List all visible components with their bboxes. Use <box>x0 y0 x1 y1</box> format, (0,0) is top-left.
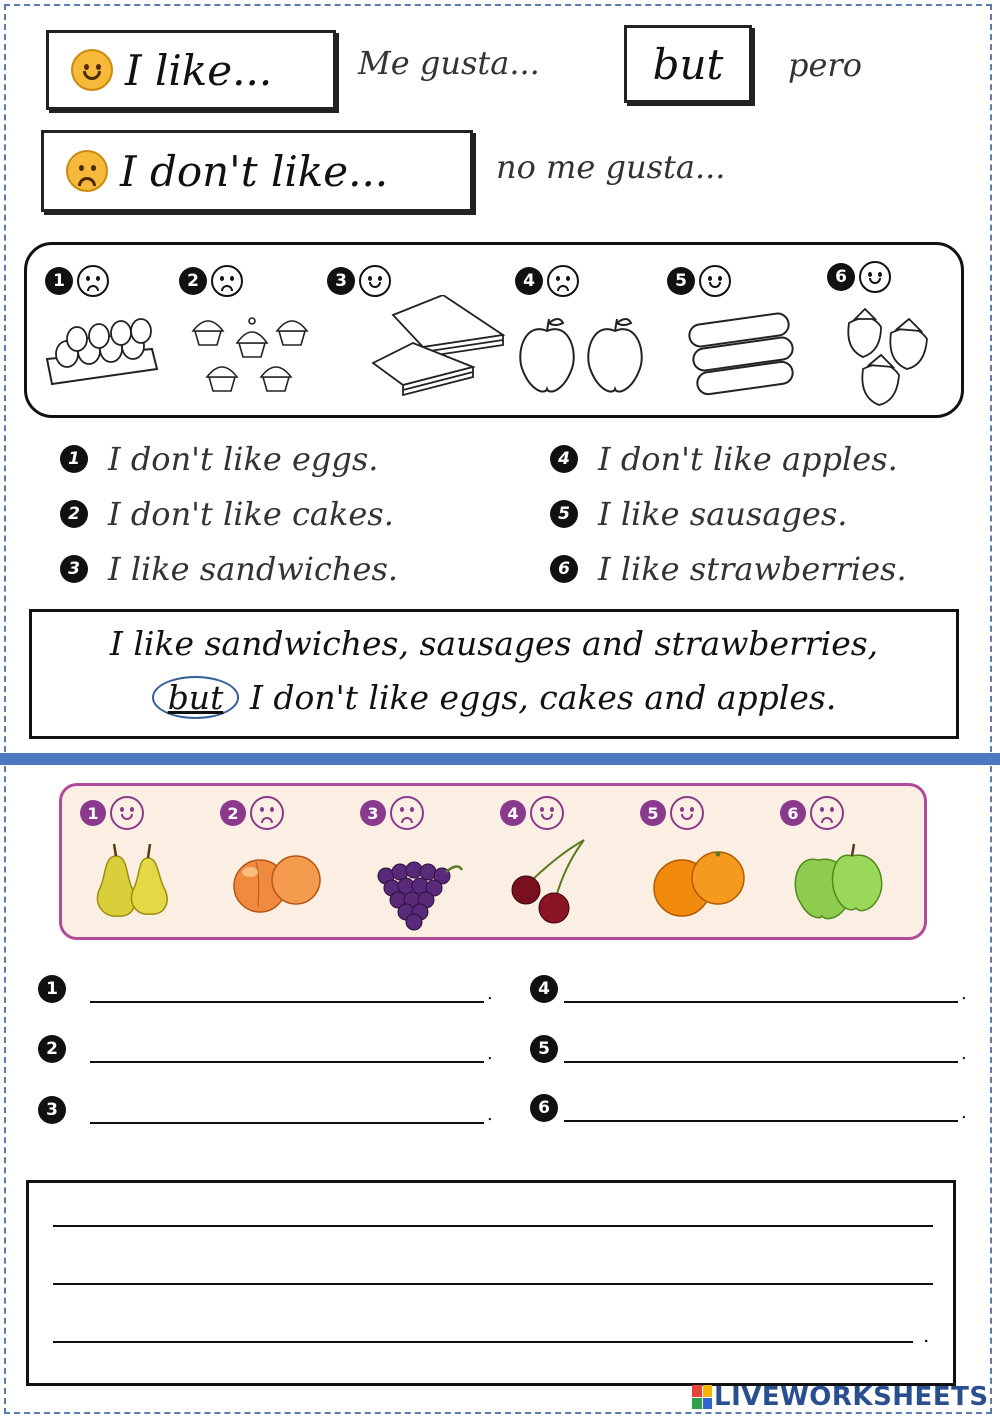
sad-face-icon <box>211 265 243 297</box>
number-badge: 1 <box>45 267 73 295</box>
happy-face-icon <box>859 261 891 293</box>
number-badge: 5 <box>550 500 578 528</box>
number-badge: 6 <box>550 555 578 583</box>
logo-blocks-icon <box>692 1385 712 1409</box>
dislike-translation: no me gusta... <box>496 148 726 186</box>
number-badge: 5 <box>640 800 666 826</box>
answer-period: . <box>961 983 967 1004</box>
exercise-item-2 <box>220 796 350 931</box>
number-badge: 5 <box>667 267 695 295</box>
like-translation: Me gusta... <box>358 44 540 82</box>
like-box <box>46 30 336 110</box>
number-badge: 2 <box>179 267 207 295</box>
example-item-4 <box>515 265 655 405</box>
number-badge: 3 <box>60 555 88 583</box>
answer-period: . <box>487 1043 493 1064</box>
answer-period: . <box>487 983 493 1004</box>
sad-face-icon <box>77 265 109 297</box>
exercise-item-3 <box>360 796 490 931</box>
number-badge: 4 <box>530 975 558 1003</box>
watermark-text: LIVEWORKSHEETS <box>714 1382 989 1412</box>
but-translation: pero <box>788 46 862 84</box>
example-item-2 <box>179 265 319 405</box>
sentence-text: I like sausages. <box>598 495 848 533</box>
sentence-text: I like sandwiches. <box>108 550 399 588</box>
pears-icon <box>86 836 196 931</box>
example-item-6 <box>827 261 957 411</box>
sad-face-icon <box>250 796 284 830</box>
number-badge: 4 <box>500 800 526 826</box>
happy-face-icon <box>530 796 564 830</box>
exercise-item-4 <box>500 796 630 931</box>
number-badge: 1 <box>80 800 106 826</box>
like-label: I like... <box>125 45 273 95</box>
dislike-label: I don't like... <box>120 146 389 196</box>
number-badge: 2 <box>220 800 246 826</box>
liveworksheets-logo <box>692 1382 989 1412</box>
sentence-text: I don't like cakes. <box>108 495 394 533</box>
sentence-1 <box>60 440 378 478</box>
number-badge: 4 <box>515 267 543 295</box>
sad-face-icon <box>810 796 844 830</box>
answer-period: . <box>487 1104 493 1125</box>
example-item-1 <box>45 265 165 405</box>
number-badge: 3 <box>327 267 355 295</box>
number-badge: 5 <box>530 1035 558 1063</box>
number-badge: 1 <box>60 445 88 473</box>
writing-line-3[interactable] <box>53 1341 913 1343</box>
dislike-box <box>41 130 473 212</box>
number-badge: 6 <box>530 1094 558 1122</box>
sad-face-icon <box>66 150 108 192</box>
paragraph-writing-box <box>26 1180 956 1386</box>
sad-face-icon <box>547 265 579 297</box>
strawberries-icon <box>841 303 941 408</box>
cupcakes-icon <box>187 305 327 400</box>
answer-row-4 <box>530 975 967 1003</box>
answer-input-3[interactable] <box>90 1096 484 1124</box>
example-item-5 <box>667 265 807 405</box>
but-label: but <box>652 39 724 89</box>
exercise-fruit-panel <box>59 783 927 940</box>
sentence-5 <box>550 495 847 533</box>
sentence-4 <box>550 440 898 478</box>
happy-face-icon <box>71 49 113 91</box>
sentence-text: I don't like apples. <box>598 440 898 478</box>
happy-face-icon <box>670 796 704 830</box>
answer-period: . <box>961 1043 967 1064</box>
number-badge: 6 <box>827 263 855 291</box>
number-badge: 1 <box>38 975 66 1003</box>
happy-face-icon <box>359 265 391 297</box>
summary-line-2 <box>32 676 956 719</box>
but-circled-word: but <box>152 676 240 719</box>
apples-icon <box>515 313 650 403</box>
answer-input-1[interactable] <box>90 975 484 1003</box>
sentence-6 <box>550 550 907 588</box>
sentence-3 <box>60 550 398 588</box>
oranges-icon <box>646 836 756 931</box>
number-badge: 3 <box>38 1096 66 1124</box>
section-divider <box>0 753 1000 765</box>
number-badge: 2 <box>38 1035 66 1063</box>
writing-period: . <box>923 1323 930 1347</box>
happy-face-icon <box>699 265 731 297</box>
sentence-text: I like strawberries. <box>598 550 907 588</box>
number-badge: 3 <box>360 800 386 826</box>
writing-line-2[interactable] <box>53 1283 933 1285</box>
sentence-2 <box>60 495 394 533</box>
example-food-panel <box>24 242 964 418</box>
peaches-icon <box>226 836 336 931</box>
number-badge: 6 <box>780 800 806 826</box>
answer-input-5[interactable] <box>564 1035 958 1063</box>
number-badge: 4 <box>550 445 578 473</box>
exercise-item-1 <box>80 796 210 931</box>
summary-box <box>29 609 959 739</box>
exercise-item-6 <box>780 796 910 931</box>
sandwiches-icon <box>363 295 533 400</box>
cherries-icon <box>506 836 616 931</box>
summary-line-1: I like sandwiches, sausages and strawberries, <box>109 624 879 663</box>
answer-row-3 <box>38 1096 493 1124</box>
answer-row-1 <box>38 975 493 1003</box>
sentence-text: I don't like eggs. <box>108 440 379 478</box>
example-item-3 <box>327 265 497 405</box>
grapes-icon <box>366 836 476 931</box>
answer-input-6[interactable] <box>564 1094 958 1122</box>
but-box <box>624 25 752 103</box>
answer-row-5 <box>530 1035 967 1063</box>
exercise-item-5 <box>640 796 770 931</box>
sausages-icon <box>685 305 805 400</box>
summary-line-2-text: I don't like eggs, cakes and apples. <box>239 678 837 717</box>
writing-line-1[interactable] <box>53 1225 933 1227</box>
number-badge: 2 <box>60 500 88 528</box>
happy-face-icon <box>110 796 144 830</box>
sad-face-icon <box>390 796 424 830</box>
answer-row-6 <box>530 1094 967 1122</box>
answer-row-2 <box>38 1035 493 1063</box>
answer-period: . <box>961 1102 967 1123</box>
answer-input-2[interactable] <box>90 1035 484 1063</box>
answer-input-4[interactable] <box>564 975 958 1003</box>
green-apples-icon <box>786 836 896 931</box>
eggs-carton-icon <box>37 309 162 389</box>
